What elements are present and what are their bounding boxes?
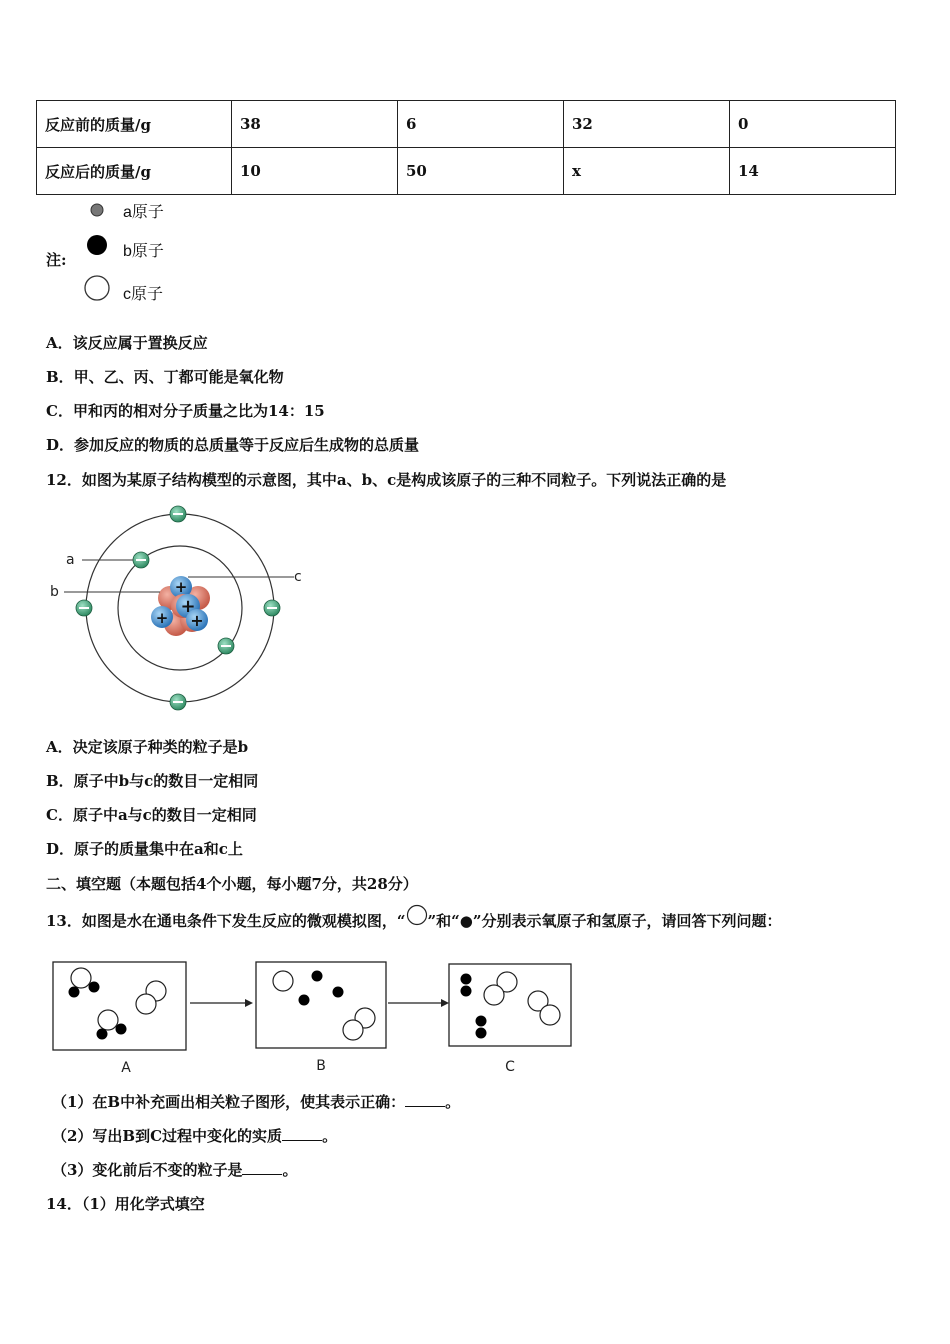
- svg-text:+: +: [180, 596, 196, 617]
- section-title: 二、填空题（本题包括4个小题，每小题7分，共28分）: [46, 875, 418, 893]
- q11-option-d: D．参加反应的物质的总质量等于反应后生成物的总质量: [46, 436, 420, 454]
- electron-icon: [264, 600, 280, 616]
- table-cell: 0: [730, 101, 896, 148]
- table-cell: x: [564, 148, 730, 195]
- table-cell: 38: [232, 101, 398, 148]
- svg-text:+: +: [155, 609, 169, 627]
- table-row: [37, 148, 896, 195]
- box-label-b: B: [316, 1058, 326, 1074]
- answer-blank[interactable]: [405, 1092, 445, 1107]
- black-atom-icon: [87, 235, 107, 255]
- answer-blank[interactable]: [242, 1160, 282, 1175]
- q13-sub2: （2）写出B到C过程中变化的实质 。: [52, 1127, 338, 1145]
- table-cell: 反应后的质量/g: [37, 148, 232, 195]
- table-cell: 6: [398, 101, 564, 148]
- legend-label-a: a原子: [123, 204, 164, 221]
- label-c: c: [294, 569, 302, 585]
- box-label-c: C: [505, 1059, 515, 1075]
- mass-table: [36, 100, 896, 195]
- nucleus: [151, 576, 210, 636]
- table-cell: 50: [398, 148, 564, 195]
- q13-stem-part1: 13．如图是水在通电条件下发生反应的微观模拟图，“: [46, 912, 406, 930]
- q11-option-b: B．甲、乙、丙、丁都可能是氧化物: [46, 368, 284, 386]
- electron-icon: [218, 638, 234, 654]
- svg-text:+: +: [190, 611, 204, 630]
- white-atom-icon: [85, 276, 109, 300]
- table-cell: 32: [564, 101, 730, 148]
- q12-option-b: B．原子中b与c的数目一定相同: [46, 772, 259, 790]
- q12-stem: 12．如图为某原子结构模型的示意图，其中a、b、c是构成该原子的三种不同粒子。下列说法正确的是: [46, 471, 727, 489]
- label-b: b: [50, 584, 59, 600]
- table-cell: 10: [232, 148, 398, 195]
- answer-blank[interactable]: [282, 1126, 322, 1141]
- electron-icon: [76, 600, 92, 616]
- q12-option-a: A．决定该原子种类的粒子是b: [46, 738, 249, 756]
- q14-stem: 14．（1）用化学式填空: [46, 1195, 205, 1213]
- electron-icon: [170, 506, 186, 522]
- q11-option-a: A．该反应属于置换反应: [46, 334, 208, 352]
- q13-stem: [46, 910, 782, 931]
- legend-label-c: c原子: [123, 286, 164, 303]
- label-a: a: [66, 552, 75, 568]
- q11-option-c: C．甲和丙的相对分子质量之比为14：15: [46, 402, 325, 420]
- legend-symbols: [84, 198, 114, 308]
- gray-atom-icon: [91, 204, 103, 216]
- q13-stem-part2: ”和“●”分别表示氧原子和氢原子，请回答下列问题：: [427, 912, 782, 930]
- q13-sub1: （1）在B中补充画出相关粒子图形，使其表示正确： 。: [52, 1093, 461, 1111]
- table-row: [37, 101, 896, 148]
- svg-text:+: +: [174, 578, 188, 596]
- q12-option-d: D．原子的质量集中在a和c上: [46, 840, 243, 858]
- q13-sub3: （3）变化前后不变的粒子是 。: [52, 1161, 298, 1179]
- electron-icon: [170, 694, 186, 710]
- table-cell: 反应前的质量/g: [37, 101, 232, 148]
- legend-label-b: b原子: [123, 243, 164, 260]
- legend-note: 注:: [46, 251, 67, 269]
- water-electrolysis-diagram: [48, 958, 578, 1078]
- atom-model-diagram: [40, 500, 320, 720]
- q12-option-c: C．原子中a与c的数目一定相同: [46, 806, 257, 824]
- table-cell: 14: [730, 148, 896, 195]
- electron-icon: [133, 552, 149, 568]
- box-label-a: A: [121, 1060, 131, 1076]
